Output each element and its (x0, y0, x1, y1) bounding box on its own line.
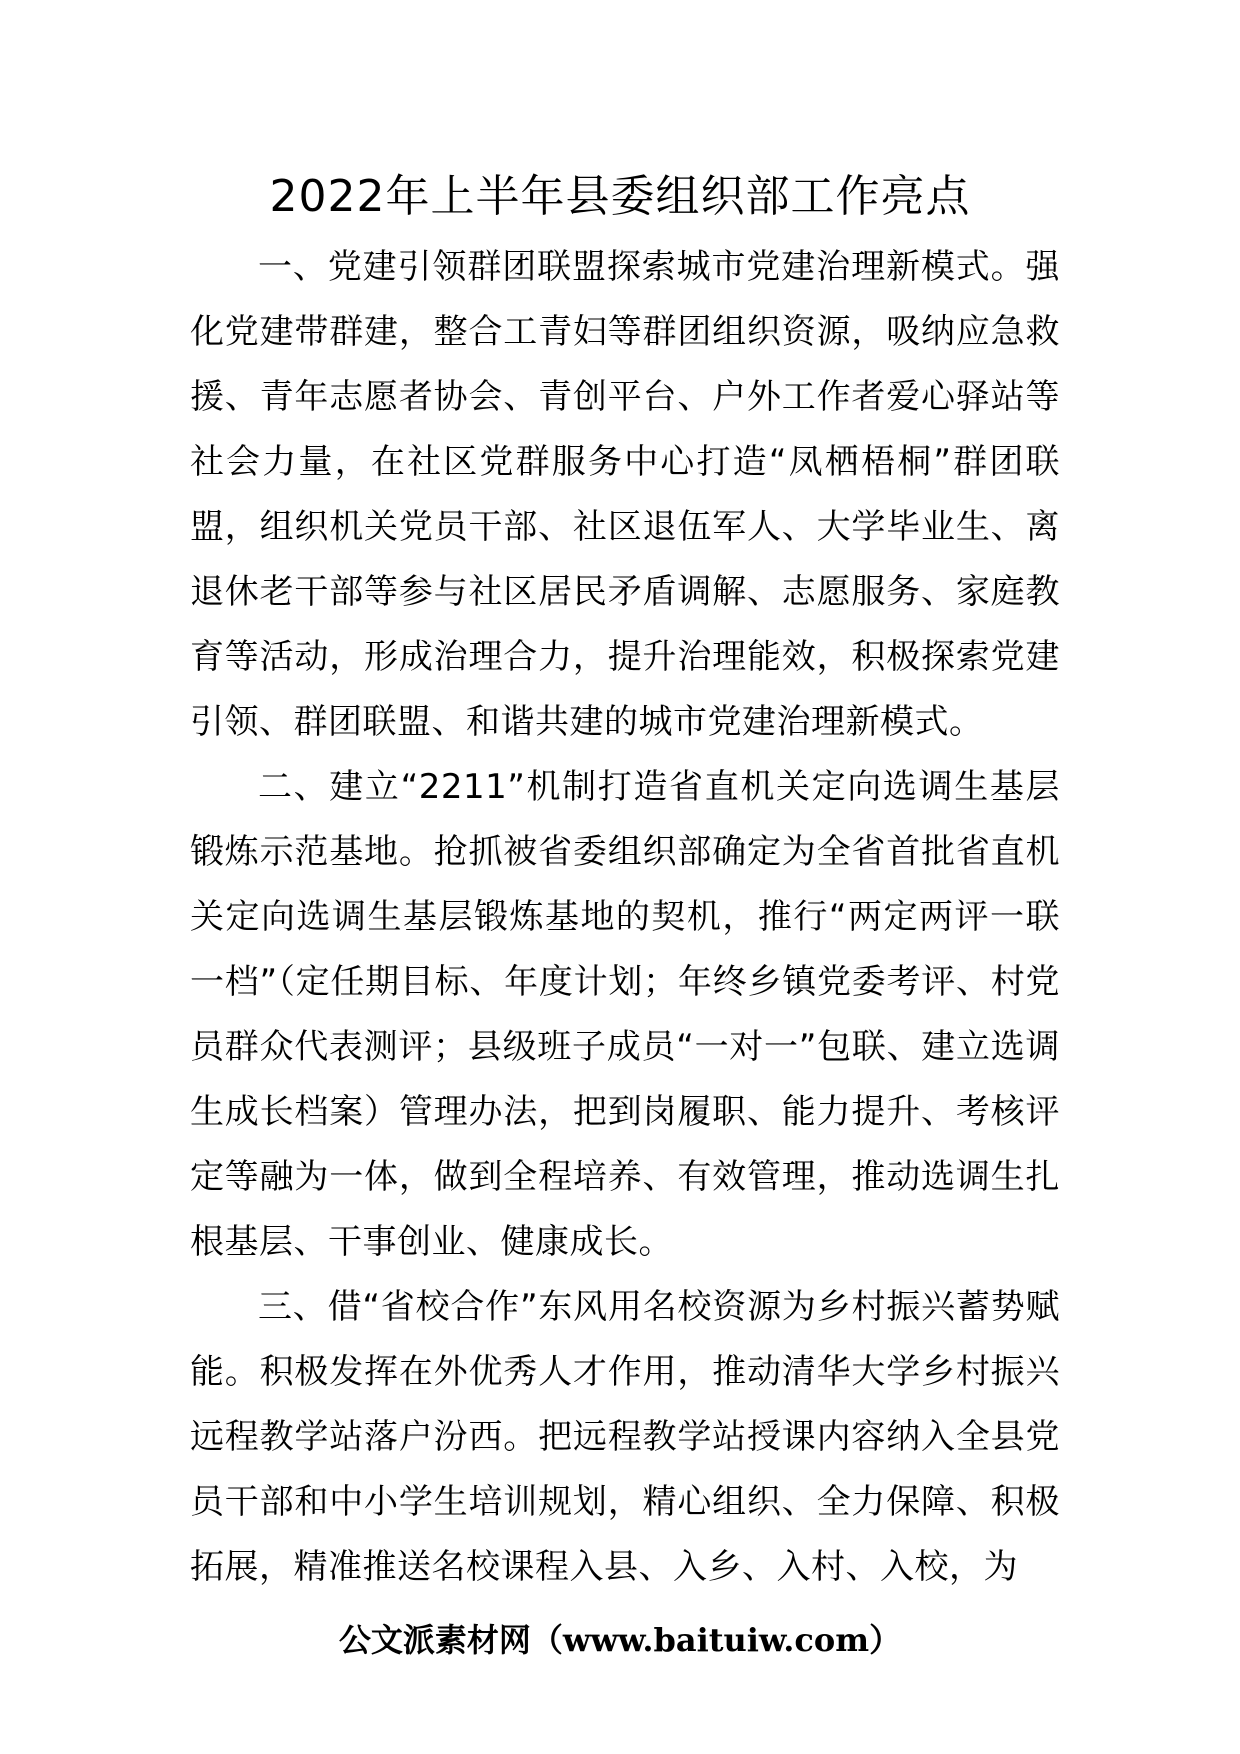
paragraph-1: 一、党建引领群团联盟探索城市党建治理新模式。强化党建带群建，整合工青妇等群团组织资源，吸纳应急救援、青年志愿者协会、青创平台、户外工作者爱心驿站等社会力量，在社区党群服务中心打造“凤栖梧桐”群团联盟，组织机关党员干部、社区退伍军人、大学毕业生、离退休老干部等参与社区居民矛盾调解、志愿服务、家庭教育等活动，形成治理合力，提升治理能效，积极探索党建引领、群团联盟、和谐共建的城市党建治理新模式。 (190, 247, 1060, 742)
document-title: 2022年上半年县委组织部工作亮点 (269, 171, 971, 222)
paragraph-2: 二、建立“2211”机制打造省直机关定向选调生基层锻炼示范基地。抢抓被省委组织部确定为全省首批省直机关定向选调生基层锻炼基地的契机，推行“两定两评一联一档”（定任期目标、年度计划；年终乡镇党委考评、村党员群众代表测评；县级班子成员“一对一”包联、建立选调生成长档案）管理办法，把到岗履职、能力提升、考核评定等融为一体，做到全程培养、有效管理，推动选调生扎根基层、干事创业、健康成长。 (190, 767, 1060, 1262)
footer-watermark: 公文派素材网（www.baituiw.com） (338, 1621, 902, 1659)
paragraph-3: 三、借“省校合作”东风用名校资源为乡村振兴蓄势赋能。积极发挥在外优秀人才作用，推动清华大学乡村振兴远程教学站落户汾西。把远程教学站授课内容纳入全县党员干部和中小学生培训规划，精心组织、全力保障、积极拓展，精准推送名校课程入县、入乡、入村、入校，为 (190, 1287, 1060, 1587)
document-body (190, 235, 1060, 1600)
